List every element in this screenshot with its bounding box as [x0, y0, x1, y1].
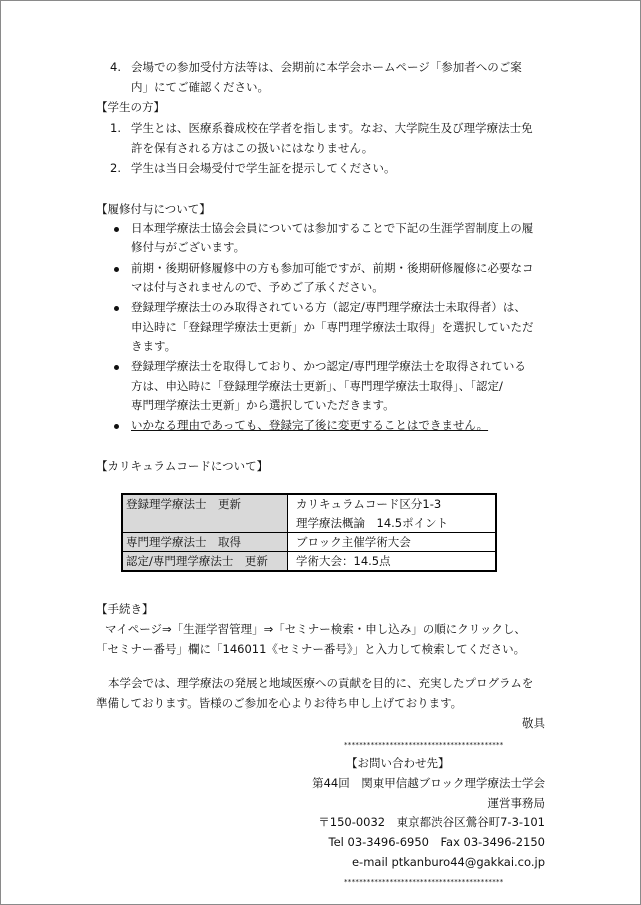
paragraph-line: 学生とは、医療系養成校在学者を指します。なお、大学院生及び理学療法士免 [131, 121, 533, 135]
paragraph-line: 準備しております。皆様のご参加を心よりお待ち申し上げております。 [96, 696, 463, 710]
separator-stars: ****************************************** [344, 878, 504, 886]
list-number: 4. [110, 60, 121, 74]
contact-office: 運営事務局 [487, 796, 545, 810]
paragraph-line: 学生は当日会場受付で学生証を提示してください。 [131, 161, 396, 175]
bullet-dot [114, 227, 119, 232]
section-heading-students: 【学生の方】 [96, 100, 165, 114]
bullet-dot [114, 306, 119, 311]
paragraph-line: 許を保有される方はこの扱いにはなりません。 [131, 141, 374, 155]
table-row [122, 494, 496, 533]
paragraph-line: マイページ⇒「生涯学習管理」⇒「セミナー検索・申し込み」の順にクリックし、 [105, 622, 526, 636]
paragraph-line: マは付与されませんので、予めご了承ください。 [131, 280, 384, 294]
table-row [122, 533, 496, 552]
warning-line: いかなる理由であっても、登録完了後に変更することはできません。 [131, 418, 489, 432]
paragraph-line: 本学会では、理学療法の発展と地域医療への貢献を目的に、充実したプログラムを [108, 676, 534, 690]
contact-org: 第44回 関東甲信越ブロック理学療法士学会 [312, 776, 545, 790]
paragraph-line: 「セミナー番号」欄に「146011《セミナー番号》」と入力して検索してください。 [96, 642, 526, 656]
table-cell-value: 学術大会：14.5点 [288, 552, 497, 572]
paragraph-line: 登録理学療法士を取得しており、かつ認定/専門理学療法士を取得されている [131, 359, 526, 373]
paragraph-line: 修付与がございます。 [131, 240, 246, 254]
paragraph-line: 専門理学療法士更新」から選択していただきます。 [131, 398, 395, 412]
paragraph-line: 登録理学療法士のみ取得されている方（認定/専門理学療法士未取得者）は、 [131, 300, 526, 314]
contact-address: 〒150-0032 東京都渋谷区鶯谷町7-3-101 [318, 815, 545, 829]
table-cell-line: カリキュラムコード区分1-3 [296, 497, 442, 511]
section-heading-curriculum: 【カリキュラムコードについて】 [96, 459, 269, 473]
bullet-dot [114, 267, 119, 272]
paragraph-line: 内」にてご確認ください。 [131, 80, 269, 94]
table-row [122, 552, 496, 572]
table-cell-line: 理学療法概論 14.5ポイント [296, 516, 449, 530]
table-cell-value [288, 494, 497, 533]
paragraph-line: 前期・後期研修履修中の方も参加可能ですが、前期・後期研修履修に必要なコ [131, 261, 534, 275]
paragraph-line: 日本理学療法士協会会員については参加することで下記の生涯学習制度上の履 [131, 221, 534, 235]
list-number: 1. [110, 121, 121, 135]
closing-sign: 敬具 [522, 716, 545, 730]
table-cell-label: 登録理学療法士 更新 [122, 494, 288, 533]
table-cell-label: 認定/専門理学療法士 更新 [122, 552, 288, 572]
section-heading-credits: 【履修付与について】 [96, 202, 211, 216]
table-cell-label: 専門理学療法士 取得 [122, 533, 288, 552]
curriculum-table [121, 493, 497, 572]
paragraph-line: 申込時に「登録理学療法士更新」か「専門理学療法士取得」を選択していただ [131, 320, 534, 334]
section-heading-procedure: 【手続き】 [96, 602, 154, 616]
bullet-dot [114, 424, 119, 429]
separator-stars: ****************************************** [344, 741, 504, 749]
contact-email: e-mail ptkanburo44@gakkai.co.jp [351, 855, 545, 869]
contact-heading: 【お問い合わせ先】 [346, 756, 450, 770]
paragraph-line: 方は、申込時に「登録理学療法士更新」、「専門理学療法士取得」、「認定/ [131, 379, 503, 393]
table-cell-value: ブロック主催学術大会 [288, 533, 497, 552]
paragraph-line: きます。 [131, 339, 177, 353]
paragraph-line: 会場での参加受付方法等は、会期前に本学会ホームページ「参加者へのご案 [131, 60, 522, 74]
list-number: 2. [110, 161, 121, 175]
contact-tel: Tel 03-3496-6950 Fax 03-3496-2150 [328, 835, 545, 849]
bullet-dot [114, 365, 119, 370]
